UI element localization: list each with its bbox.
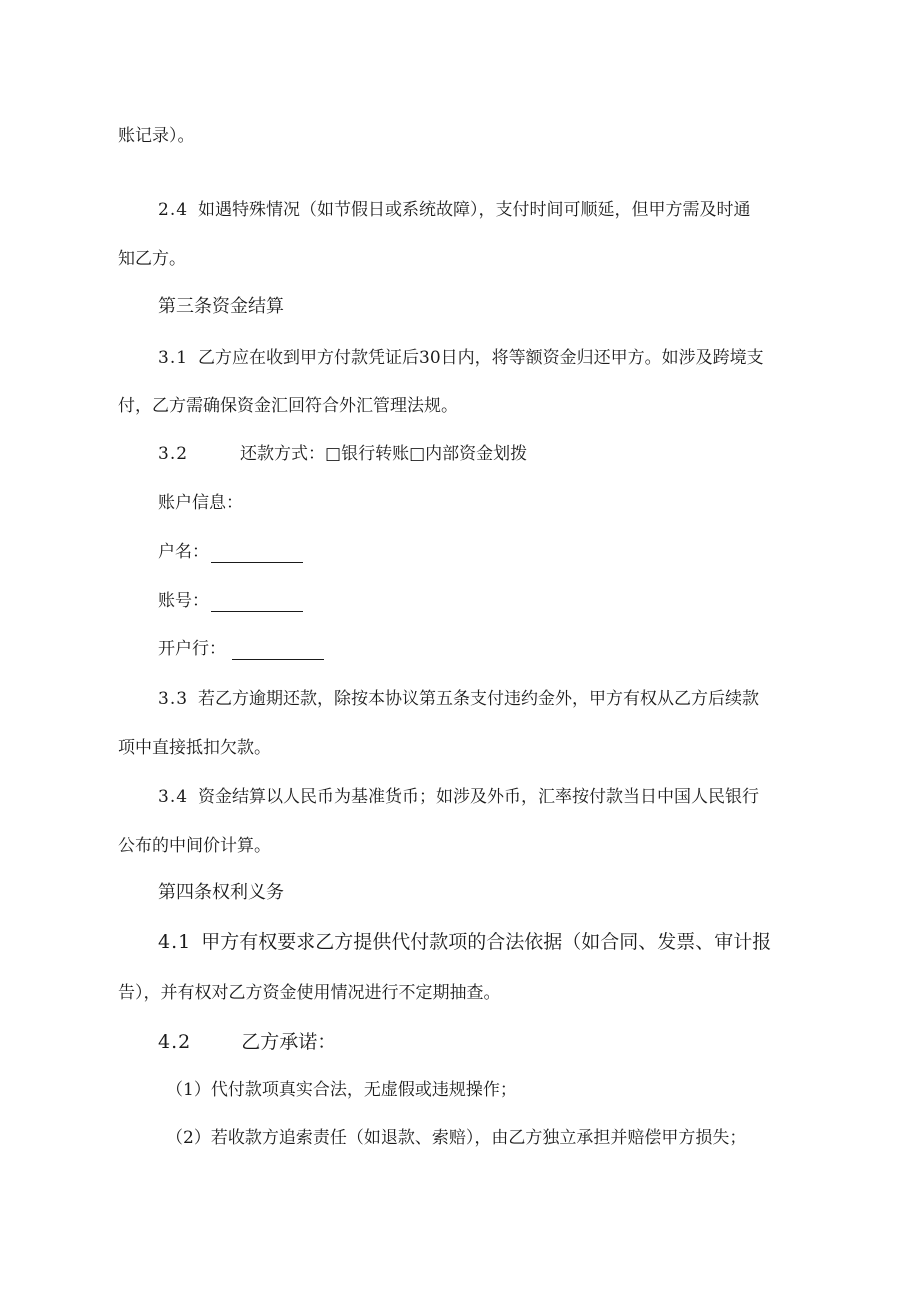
clause-text: 知乙方。 <box>118 249 186 269</box>
account-name-row <box>158 541 303 563</box>
bank-label: 开户行： <box>158 639 226 659</box>
clause-text: 甲方有权要求乙方提供代付款项的合法依据（如合同、发票、审计报 <box>201 931 772 953</box>
clause-3-1-line2 <box>118 395 458 417</box>
clause-3-3-line2 <box>118 737 271 759</box>
clause-text: 还款方式：□银行转账□内部资金划拨 <box>240 444 528 464</box>
clause-number: 3.2 <box>158 444 189 464</box>
clause-3-4-line2 <box>118 835 271 857</box>
list-item-text: （2）若收款方追索责任（如退款、索赔），由乙方独立承担并赔偿甲方损失； <box>166 1128 747 1148</box>
clause-2-4-line1 <box>158 199 751 221</box>
list-item-2 <box>166 1127 746 1149</box>
bank-blank <box>232 641 324 660</box>
clause-text: 告），并有权对乙方资金使用情况进行不定期抽查。 <box>118 983 501 1003</box>
account-number-label: 账号： <box>158 591 209 611</box>
heading-text: 第三条资金结算 <box>158 296 284 317</box>
clause-text: 乙方应在收到甲方付款凭证后30日内，将等额资金归还甲方。如涉及跨境支 <box>198 348 764 368</box>
account-number-blank <box>211 593 303 612</box>
section-heading-4 <box>158 882 284 904</box>
clause-text: 付，乙方需确保资金汇回符合外汇管理法规。 <box>118 396 458 416</box>
account-name-blank <box>211 544 303 563</box>
account-name-label: 户名： <box>158 542 209 562</box>
bank-row <box>158 638 324 660</box>
clause-number: 3.4 <box>158 787 189 807</box>
clause-text: 如遇特殊情况（如节假日或系统故障），支付时间可顺延，但甲方需及时通 <box>198 200 751 220</box>
label: 账户信息： <box>158 493 243 513</box>
clause-text: 公布的中间价计算。 <box>118 836 271 856</box>
clause-text: 资金结算以人民币为基准货币；如涉及外币，汇率按付款当日中国人民银行 <box>198 787 760 807</box>
clause-3-4-line1 <box>158 786 759 808</box>
clause-text: 若乙方逾期还款，除按本协议第五条支付违约金外，甲方有权从乙方后续款 <box>198 689 760 709</box>
clause-number: 2.4 <box>158 200 189 220</box>
text-line <box>118 125 195 147</box>
list-item-text: （1）代付款项真实合法，无虚假或违规操作； <box>166 1080 517 1100</box>
heading-text: 第四条权利义务 <box>158 882 284 903</box>
clause-2-4-line2 <box>118 248 186 270</box>
clause-number: 4.2 <box>158 1031 192 1053</box>
clause-3-1-line1 <box>158 347 764 369</box>
clause-number: 3.3 <box>158 689 189 709</box>
clause-3-2 <box>158 443 527 465</box>
clause-4-1-line1 <box>158 931 771 953</box>
clause-number: 4.1 <box>158 931 192 953</box>
list-item-1 <box>166 1079 517 1101</box>
clause-text: 乙方承诺： <box>241 1031 337 1053</box>
section-heading-3 <box>158 296 284 318</box>
account-info-label <box>158 492 243 514</box>
clause-4-1-line2 <box>118 982 501 1004</box>
clause-text: 项中直接抵扣欠款。 <box>118 738 271 758</box>
text: 账记录）。 <box>118 126 195 146</box>
clause-number: 3.1 <box>158 348 189 368</box>
clause-4-2 <box>158 1031 336 1053</box>
account-number-row <box>158 590 303 612</box>
clause-3-3-line1 <box>158 688 759 710</box>
